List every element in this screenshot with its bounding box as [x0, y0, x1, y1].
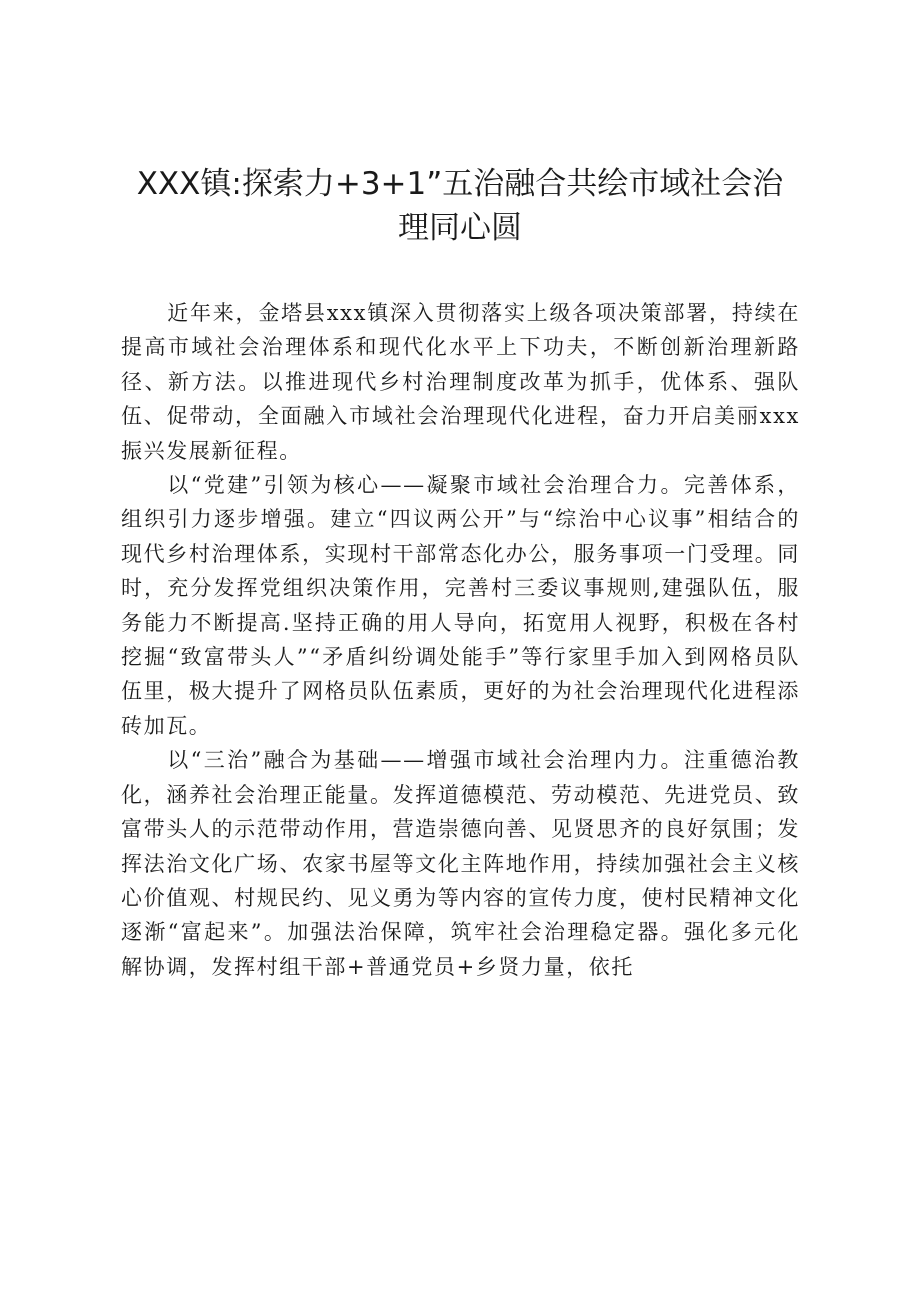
title-line-1: XXX镇:探索力+3+1”五治融合共绘市域社会治 — [136, 166, 784, 202]
title-line-2: 理同心圆 — [398, 210, 522, 246]
document-title — [120, 162, 800, 250]
paragraph-three-governance: 以“三治”融合为基础——增强市域社会治理内力。注重德治教化，涵养社会治理正能量。发挥道德模范、劳动模范、先进党员、致富带头人的示范带动作用，营造崇德向善、见贤思齐的良好氛围；发挥法治文化广场、农家书屋等文化主阵地作用，持续加强社会主义核心价值观、村规民约、见义勇为等内容的宣传力度，使村民精神文化逐渐“富起来”。加强法治保障，筑牢社会治理稳定器。强化多元化解协调，发挥村组干部+普通党员+乡贤力量，依托 — [121, 748, 800, 979]
paragraph-intro: 近年来，金塔县xxx镇深入贯彻落实上级各项决策部署，持续在提高市域社会治理体系和现代化水平上下功夫，不断创新治理新路径、新方法。以推进现代乡村治理制度改革为抓手，优体系、强队伍、促带动，全面融入市域社会治理现代化进程，奋力开启美丽xxx振兴发展新征程。 — [121, 301, 800, 463]
document-body — [121, 296, 800, 984]
paragraph-party-building: 以“党建”引领为核心——凝聚市域社会治理合力。完善体系，组织引力逐步增强。建立“四议两公开”与“综治中心议事”相结合的现代乡村治理体系，实现村干部常态化办公，服务事项一门受理。同时，充分发挥党组织决策作用，完善村三委议事规则,建强队伍，服务能力不断提高.坚持正确的用人导向，拓宽用人视野，积极在各村挖掘“致富带头人”“矛盾纠纷调处能手”等行家里手加入到网格员队伍里，极大提升了网格员队伍素质，更好的为社会治理现代化进程添砖加瓦。 — [121, 473, 800, 738]
